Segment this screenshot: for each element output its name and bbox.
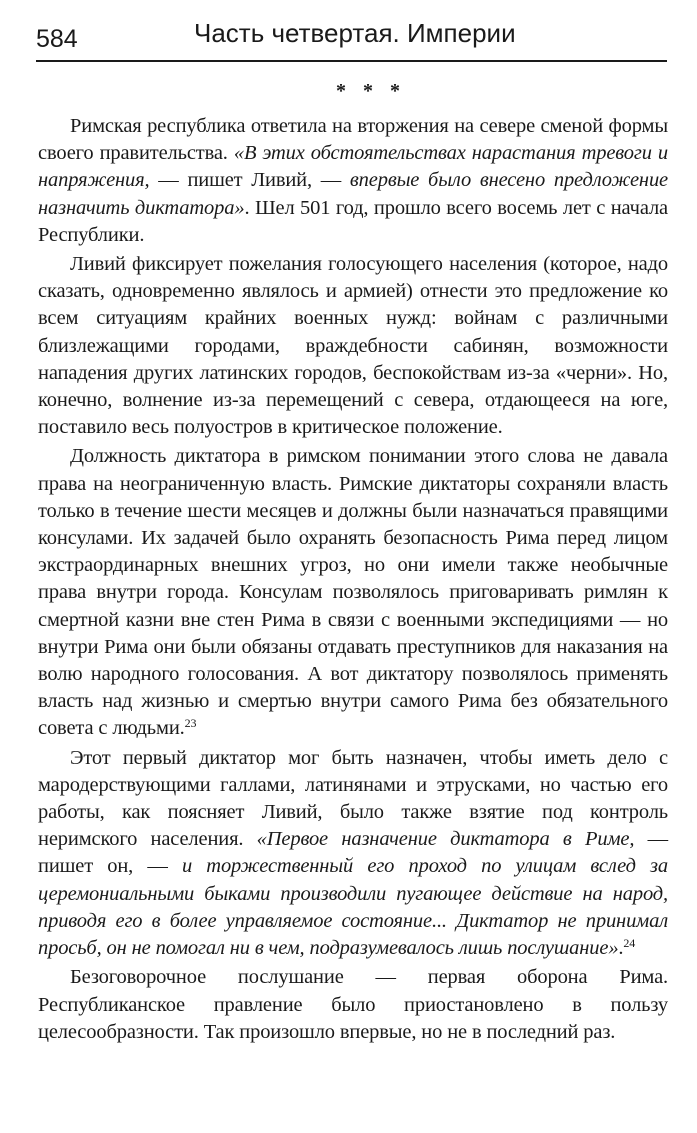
- text-run: Должность диктатора в римском понимании этого слова не давала права на неограниченную власть. Римские диктаторы сохраняли власть только в течение шести месяцев и должны были назначаться правящими консулами. Их задачей было охранять безопасность Рима перед лицом экстраординарных внешних угроз, но они имели также необычные права внутри города. Консулам позволялось приговаривать римлян к смертной казни вне стен Рима в связи с военными экспедициями — но внутри Рима они были обязаны отдавать преступников для наказания на волю народного голосования. А вот диктатору позволялось применять власть над жизнью и смертью внутри самого Рима без обязательного совета с людьми.: [38, 445, 668, 740]
- page-header: [36, 14, 667, 62]
- paragraph-1: [38, 113, 668, 249]
- paragraph-2: Ливий фиксирует пожелания голосующего населения (которое, надо сказать, одновременно являлось и армией) отнести это предложение ко всем ситуациям крайних военных нужд: войнам с различными близлежащими городами, враждебности сабинян, возможности нападения других латинских городов, беспокойствам из-за «черни». Но, конечно, волнение из-за перемещений с севера, отдающееся на юге, поставило весь полуостров в критическое положение.: [38, 253, 668, 439]
- paragraph-5: Безоговорочное послушание — первая оборона Рима. Республиканское правление было приостановлено в пользу целесообразности. Так произошло впервые, но не в последний раз.: [38, 966, 668, 1043]
- quote-italic: и торжественный его проход по улицам вслед за церемониальными быками производили пугающее действие на народ, приводя его в более управляемое состояние... Диктатор не принимал просьб, он не помогал ни в чем, подразумевалось лишь послушание»: [38, 855, 668, 960]
- quote-italic: «Первое назначение диктатора в Риме,: [256, 828, 635, 851]
- footnote-ref: 24: [623, 936, 636, 951]
- paragraph-3: [38, 443, 668, 742]
- page-number: 584: [36, 25, 78, 53]
- running-title: Часть четвертая. Империи: [194, 18, 516, 48]
- text-run: Римская республика ответила на вторжения на севере сменой формы своего правительства.: [38, 115, 668, 165]
- quote-italic: «В этих обстоятельствах нарастания тревоги и напряжения,: [38, 142, 668, 192]
- paragraph-4: [38, 745, 668, 963]
- quote-italic: впервые было внесено предложение назначить диктатора»: [38, 169, 668, 219]
- text-run: — пишет он, —: [38, 828, 668, 878]
- footnote-ref: 23: [184, 716, 197, 731]
- text-run: . Шел 501 год, прошло всего восемь лет с начала Республики.: [38, 196, 669, 246]
- text-run: — пишет Ливий, —: [149, 169, 350, 192]
- section-separator: * * *: [336, 80, 406, 102]
- text-run: .: [618, 937, 624, 960]
- body-text: [38, 113, 668, 1046]
- text-run: Этот первый диктатор мог быть назначен, чтобы иметь дело с мародерствующими галлами, латинянами и этрусками, но частью его работы, как поясняет Ливий, было также взятие под контроль неримского населения.: [38, 746, 668, 851]
